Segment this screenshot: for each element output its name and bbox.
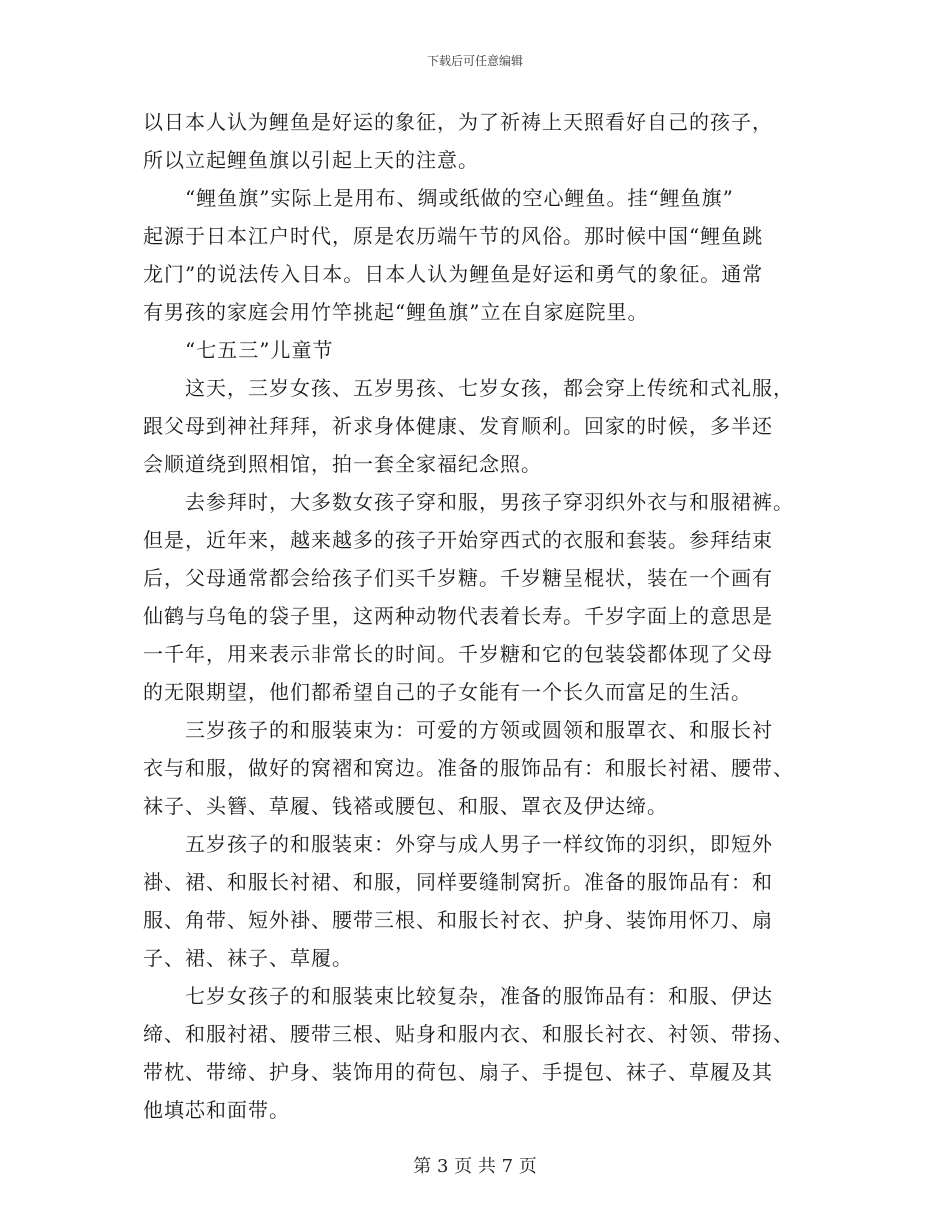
text-line: 这天，三岁女孩、五岁男孩、七岁女孩，都会穿上传统和式礼服， [185,376,794,400]
text-line: 七岁女孩子的和服装束比较复杂，准备的服饰品有：和服、伊达 [185,984,773,1008]
paragraph [143,179,813,331]
text-line: 去参拜时，大多数女孩子穿和服，男孩子穿羽织外衣与和服裙裤。 [185,490,794,514]
text-line: 衣与和服，做好的窝褶和窝边。准备的服饰品有：和服长衬裙、腰带、 [143,756,794,780]
text-line: 一千年，用来表示非常长的时间。千岁糖和它的包装袋都体现了父母 [143,642,773,666]
text-line: “鲤鱼旗”实际上是用布、绸或纸做的空心鲤鱼。挂“鲤鱼旗” [185,186,734,210]
text-line: 会顺道绕到照相馆，拍一套全家福纪念照。 [143,452,542,476]
text-line: 三岁孩子的和服装束为：可爱的方领或圆领和服罩衣、和服长衬 [185,718,773,742]
paragraph [143,977,813,1129]
text-line: 缔、和服衬裙、腰带三根、贴身和服内衣、和服长衬衣、衬领、带扬、 [143,1022,794,1046]
text-line: 起源于日本江户时代，原是农历端午节的风俗。那时候中国“鲤鱼跳 [143,224,764,248]
text-line: 以日本人认为鲤鱼是好运的象征，为了祈祷上天照看好自己的孩子， [143,110,773,134]
paragraph [143,711,813,825]
paragraph [143,369,813,483]
text-line: 五岁孩子的和服装束：外穿与成人男子一样纹饰的羽织，即短外 [185,832,773,856]
page-footer: 第 3 页 共 7 页 [413,1156,537,1177]
text-line: 龙门”的说法传入日本。日本人认为鲤鱼是好运和勇气的象征。通常 [143,262,764,286]
text-line: 子、裙、袜子、草履。 [143,946,353,970]
text-line: 仙鹤与乌龟的袋子里，这两种动物代表着长寿。千岁字面上的意思是 [143,604,773,628]
text-line: 带枕、带缔、护身、装饰用的荷包、扇子、手提包、袜子、草履及其 [143,1060,773,1084]
text-line: 有男孩的家庭会用竹竿挑起“鲤鱼旗”立在自家庭院里。 [143,300,649,324]
text-line: 但是，近年来，越来越多的孩子开始穿西式的衣服和套装。参拜结束 [143,528,773,552]
text-line: 的无限期望，他们都希望自己的子女能有一个长久而富足的生活。 [143,680,752,704]
text-line: 袜子、头簪、草履、钱褡或腰包、和服、罩衣及伊达缔。 [143,794,668,818]
document-body [143,103,813,1129]
text-line: 跟父母到神社拜拜，祈求身体健康、发育顺利。回家的时候，多半还 [143,414,773,438]
text-line: 所以立起鲤鱼旗以引起上天的注意。 [143,148,479,172]
paragraph [143,331,813,369]
text-line: 他填芯和面带。 [143,1098,290,1122]
text-line: 褂、裙、和服长衬裙、和服，同样要缝制窝折。准备的服饰品有：和 [143,870,773,894]
paragraph [143,103,813,179]
text-line: 后，父母通常都会给孩子们买千岁糖。千岁糖呈棍状，装在一个画有 [143,566,773,590]
text-line: “七五三”儿童节 [185,338,334,362]
paragraph [143,825,813,977]
page-header: 下载后可任意编辑 [426,54,523,68]
text-line: 服、角带、短外褂、腰带三根、和服长衬衣、护身、装饰用怀刀、扇 [143,908,773,932]
paragraph [143,483,813,711]
